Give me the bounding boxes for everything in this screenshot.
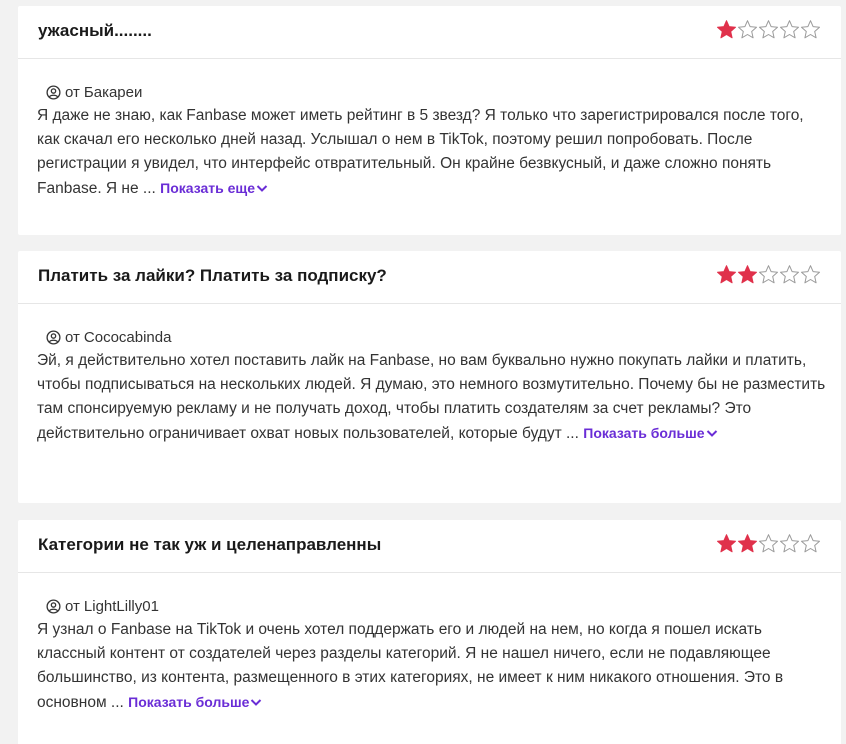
star-rating	[716, 19, 821, 40]
author-name: Cococabinda	[83, 328, 172, 346]
author-prefix: от	[65, 83, 80, 101]
star-filled-icon	[716, 533, 737, 554]
show-more-label: Показать еще	[160, 180, 256, 196]
user-circle-icon	[46, 85, 61, 100]
star-empty-icon	[779, 264, 800, 285]
review-card	[18, 251, 841, 503]
review-header	[18, 251, 841, 304]
author-name: LightLilly01	[83, 597, 159, 615]
review-text-content: Эй, я действительно хотел поставить лайк на Fanbase, но вам буквально нужно покупать лайки и платить, чтобы подписываться на нескольких людей. Я думаю, это немного возмутительно. Почему бы не разместить там спонсируемую рекламу и не получать доход, чтобы платить создателям за счет рекламы? Это действительно ограничивает охват новых пользователей, которые будут ...	[37, 352, 826, 442]
review-header	[18, 520, 841, 573]
review-card	[18, 520, 841, 744]
review-title: ужасный........	[38, 21, 152, 40]
star-empty-icon	[800, 264, 821, 285]
user-circle-icon	[46, 599, 61, 614]
author-name: Бакареи	[83, 83, 143, 101]
star-rating	[716, 264, 821, 285]
show-more-link[interactable]	[160, 180, 268, 196]
user-circle-icon	[46, 330, 61, 345]
show-more-link[interactable]	[583, 425, 717, 441]
star-filled-icon	[737, 264, 758, 285]
review-author	[46, 83, 821, 101]
star-empty-icon	[779, 19, 800, 40]
review-author	[46, 597, 821, 615]
review-text	[37, 618, 827, 715]
review-text-content: Я даже не знаю, как Fanbase может иметь рейтинг в 5 звезд? Я только что зарегистрировался после того, как скачал его несколько дней назад. Услышал о нем в TikTok, поэтому решил попробовать. После регистрации я увидел, что интерфейс отвратительный. Он крайне безвкусный, и даже сложно понять Fanbase. Я не ...	[37, 107, 804, 197]
chevron-down-icon	[250, 698, 262, 707]
star-empty-icon	[737, 19, 758, 40]
review-text	[37, 349, 827, 446]
show-more-label: Показать больше	[583, 425, 705, 441]
chevron-down-icon	[706, 429, 718, 438]
review-author	[46, 328, 821, 346]
star-filled-icon	[737, 533, 758, 554]
review-body	[18, 59, 841, 201]
review-body	[18, 304, 841, 446]
star-empty-icon	[800, 19, 821, 40]
star-filled-icon	[716, 19, 737, 40]
star-empty-icon	[758, 19, 779, 40]
star-empty-icon	[758, 533, 779, 554]
show-more-label: Показать больше	[128, 694, 250, 710]
review-title: Категории не так уж и целенаправленны	[38, 535, 382, 554]
star-empty-icon	[758, 264, 779, 285]
review-title: Платить за лайки? Платить за подписку?	[38, 266, 387, 285]
review-text-content: Я узнал о Fanbase на TikTok и очень хотел поддержать его и людей на нем, но когда я пошел искать классный контент от создателей через разделы категорий. Я не нашел ничего, если не подавляющее большинство, из контента, размещенного в этих категориях, не имеет к ним никакого отношения. Это в основном ...	[37, 621, 784, 711]
author-prefix: от	[65, 597, 80, 615]
review-text	[37, 104, 827, 201]
star-filled-icon	[716, 264, 737, 285]
star-rating	[716, 533, 821, 554]
author-prefix: от	[65, 328, 80, 346]
show-more-link[interactable]	[128, 694, 262, 710]
review-body	[18, 573, 841, 715]
chevron-down-icon	[256, 184, 268, 193]
star-empty-icon	[800, 533, 821, 554]
star-empty-icon	[779, 533, 800, 554]
review-card	[18, 6, 841, 235]
review-header	[18, 6, 841, 59]
